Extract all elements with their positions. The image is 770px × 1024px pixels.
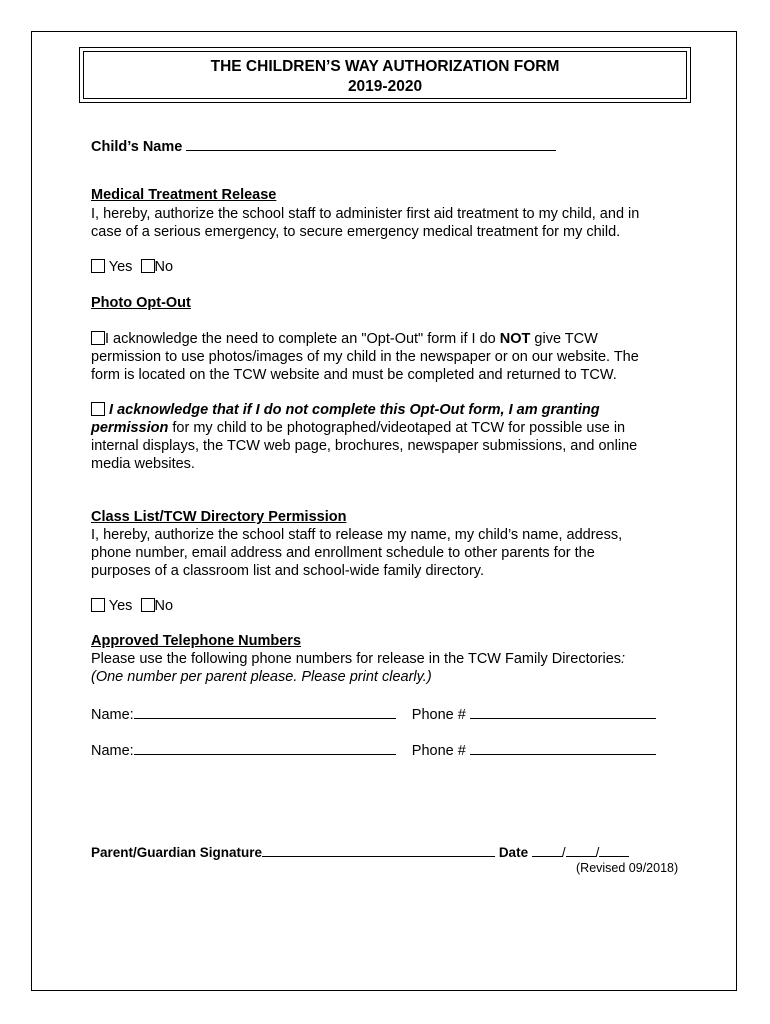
photo-heading: Photo Opt-Out: [91, 295, 191, 311]
phones-heading: Approved Telephone Numbers: [91, 633, 302, 649]
phone-row-1-name-label: Name:: [91, 707, 134, 723]
photo-opt2-line1: [91, 401, 600, 420]
child-name-label: Child’s Name: [91, 139, 183, 155]
title-inner: [83, 51, 687, 99]
phone-row-1-phone-field[interactable]: [470, 704, 656, 719]
revised-note: (Revised 09/2018): [576, 861, 679, 875]
photo-opt2-permission: permission: [91, 420, 169, 436]
medical-no-checkbox[interactable]: [141, 259, 155, 273]
phone-row-2-name-field[interactable]: [134, 740, 396, 755]
date-slash-1: /: [561, 845, 566, 860]
medical-choice-row: [91, 258, 173, 277]
directory-text-line1: I, hereby, authorize the school staff to release my name, my child’s name, address,: [91, 527, 623, 543]
directory-text-line3: purposes of a classroom list and school-wide family directory.: [91, 563, 485, 579]
photo-opt-out-checkbox[interactable]: [91, 331, 105, 345]
phone-row-1: [91, 704, 656, 725]
date-month-field[interactable]: [532, 842, 562, 857]
phone-row-2-phone-label: Phone #: [411, 743, 466, 759]
phone-row-1-phone-label: Phone #: [411, 707, 466, 723]
medical-no-label: No: [154, 259, 174, 275]
directory-no-checkbox[interactable]: [141, 598, 155, 612]
phone-row-2: [91, 740, 656, 761]
photo-opt2-bold-text: I acknowledge that if I do not complete this Opt-Out form, I am granting: [109, 402, 600, 418]
title-box: [79, 47, 691, 103]
phones-colon: :: [621, 651, 626, 667]
phone-row-1-name-field[interactable]: [134, 704, 396, 719]
signature-label: Parent/Guardian Signature: [91, 845, 263, 860]
photo-consent-checkbox[interactable]: [91, 402, 105, 416]
child-name-field[interactable]: [186, 136, 556, 151]
photo-opt1-line3: form is located on the TCW website and must be completed and returned to TCW.: [91, 367, 617, 383]
directory-text-line2: phone number, email address and enrollment schedule to other parents for the: [91, 545, 595, 561]
medical-yes-label: Yes: [108, 259, 133, 275]
phones-text-line1: [91, 650, 625, 669]
phones-text-line2: (One number per parent please. Please print clearly.): [91, 669, 432, 685]
medical-heading: Medical Treatment Release: [91, 187, 277, 203]
photo-opt2-rest: for my child to be photographed/videotaped at TCW for possible use in: [168, 420, 626, 436]
photo-opt1-line1: [91, 330, 598, 349]
signature-row: [91, 842, 629, 863]
form-title: THE CHILDREN’S WAY AUTHORIZATION FORM: [210, 58, 560, 75]
directory-choice-row: [91, 597, 173, 616]
photo-opt1-text: I acknowledge the need to complete an "Opt-Out" form if I do: [105, 331, 500, 347]
photo-opt2-line3: internal displays, the TCW web page, brochures, newspaper submissions, and online: [91, 438, 638, 454]
directory-heading: Class List/TCW Directory Permission: [91, 509, 347, 525]
date-day-field[interactable]: [566, 842, 596, 857]
date-slash-2: /: [595, 845, 600, 860]
photo-opt1-line2: permission to use photos/images of my child in the newspaper or on our website. The: [91, 349, 639, 365]
photo-opt2-line2: [91, 419, 625, 438]
photo-opt1-not: NOT: [499, 331, 531, 347]
signature-field[interactable]: [262, 842, 495, 857]
medical-text-line1: I, hereby, authorize the school staff to administer first aid treatment to my child, and in: [91, 206, 640, 222]
form-year: 2019-2020: [347, 78, 423, 95]
photo-opt1-tail: give TCW: [530, 331, 598, 347]
date-year-field[interactable]: [599, 842, 629, 857]
medical-yes-checkbox[interactable]: [91, 259, 105, 273]
directory-yes-label: Yes: [108, 598, 133, 614]
phone-row-2-name-label: Name:: [91, 743, 134, 759]
directory-no-label: No: [154, 598, 174, 614]
medical-text-line2: case of a serious emergency, to secure emergency medical treatment for my child.: [91, 224, 621, 240]
photo-opt2-line4: media websites.: [91, 456, 195, 472]
directory-yes-checkbox[interactable]: [91, 598, 105, 612]
date-label: Date: [498, 845, 529, 860]
child-name-row: [91, 136, 556, 157]
phone-row-2-phone-field[interactable]: [470, 740, 656, 755]
phones-instructions: Please use the following phone numbers for release in the TCW Family Directories: [91, 651, 622, 667]
